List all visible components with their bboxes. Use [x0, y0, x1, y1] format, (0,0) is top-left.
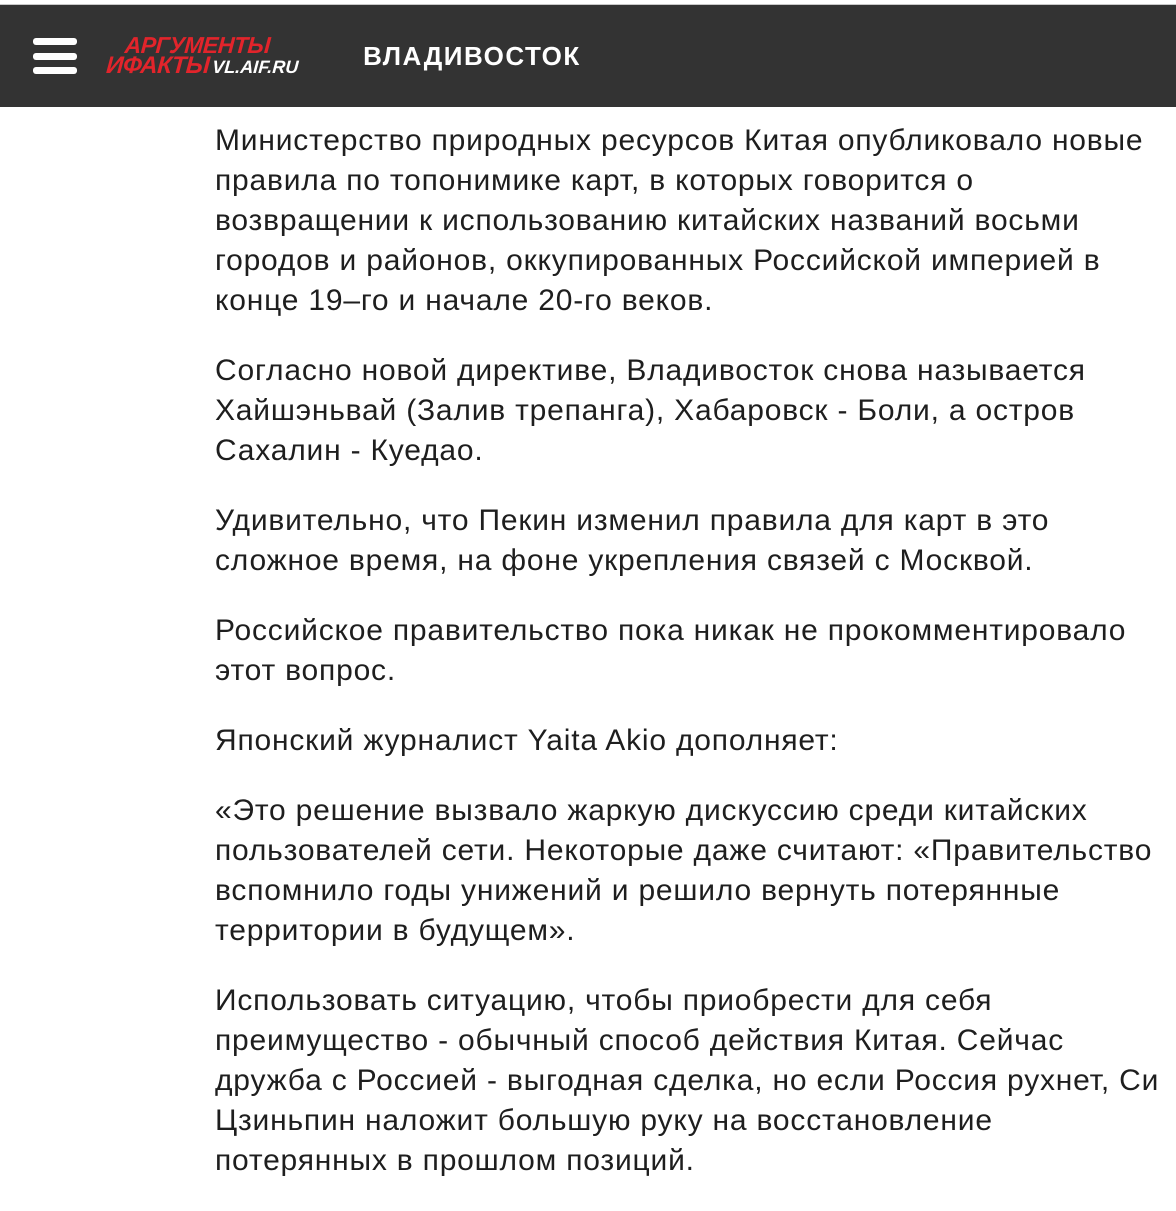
region-title: ВЛАДИВОСТОК [363, 40, 581, 71]
hamburger-menu-icon [33, 53, 77, 60]
article-paragraph: Использовать ситуацию, чтобы приобрести для себя преимущество - обычный способ действия Китая. Сейчас дружба с Россией - выгодная сделка, но если Россия рухнет, Си Цзиньпин наложит большую руку на восстановление потерянных в прошлом позиций. [215, 984, 1160, 1177]
aif-logo[interactable] [105, 34, 300, 78]
article-paragraph: Министерство природных ресурсов Китая опубликовало новые правила по топонимике карт, в которых говорится о возвращении к использованию китайских названий восьми городов и районов, оккупированных Российской империей в конце 19–го и начале 20-го веков. [215, 124, 1144, 317]
logo-domain: VL.AIF.RU [211, 57, 300, 77]
article-paragraph: Удивительно, что Пекин изменил правила для карт в это сложное время, на фоне укрепления связей с Москвой. [215, 504, 1050, 577]
article-paragraph: «Это решение вызвало жаркую дискуссию среди китайских пользователей сети. Некоторые даже считают: «Правительство вспомнило годы унижений и решило вернуть потерянные территории в будущем». [215, 794, 1153, 947]
article-paragraph: Российское правительство пока никак не прокомментировало этот вопрос. [215, 614, 1127, 687]
article-paragraph: Японский журналист Yaita Akio дополняет: [215, 724, 839, 757]
hamburger-menu-icon [33, 67, 77, 74]
menu-button[interactable] [33, 38, 77, 74]
article-body [0, 107, 1176, 1211]
app-header [0, 5, 1176, 107]
hamburger-menu-icon [33, 38, 77, 45]
logo-line1: АРГУМЕНТЫ [123, 32, 271, 58]
article-paragraph: Согласно новой директиве, Владивосток снова называется Хайшэньвай (Залив трепанга), Хабаровск - Боли, а остров Сахалин - Куедао. [215, 354, 1086, 467]
logo-line2 [105, 54, 299, 78]
logo-line2-name: ИФАКТЫ [105, 52, 211, 79]
